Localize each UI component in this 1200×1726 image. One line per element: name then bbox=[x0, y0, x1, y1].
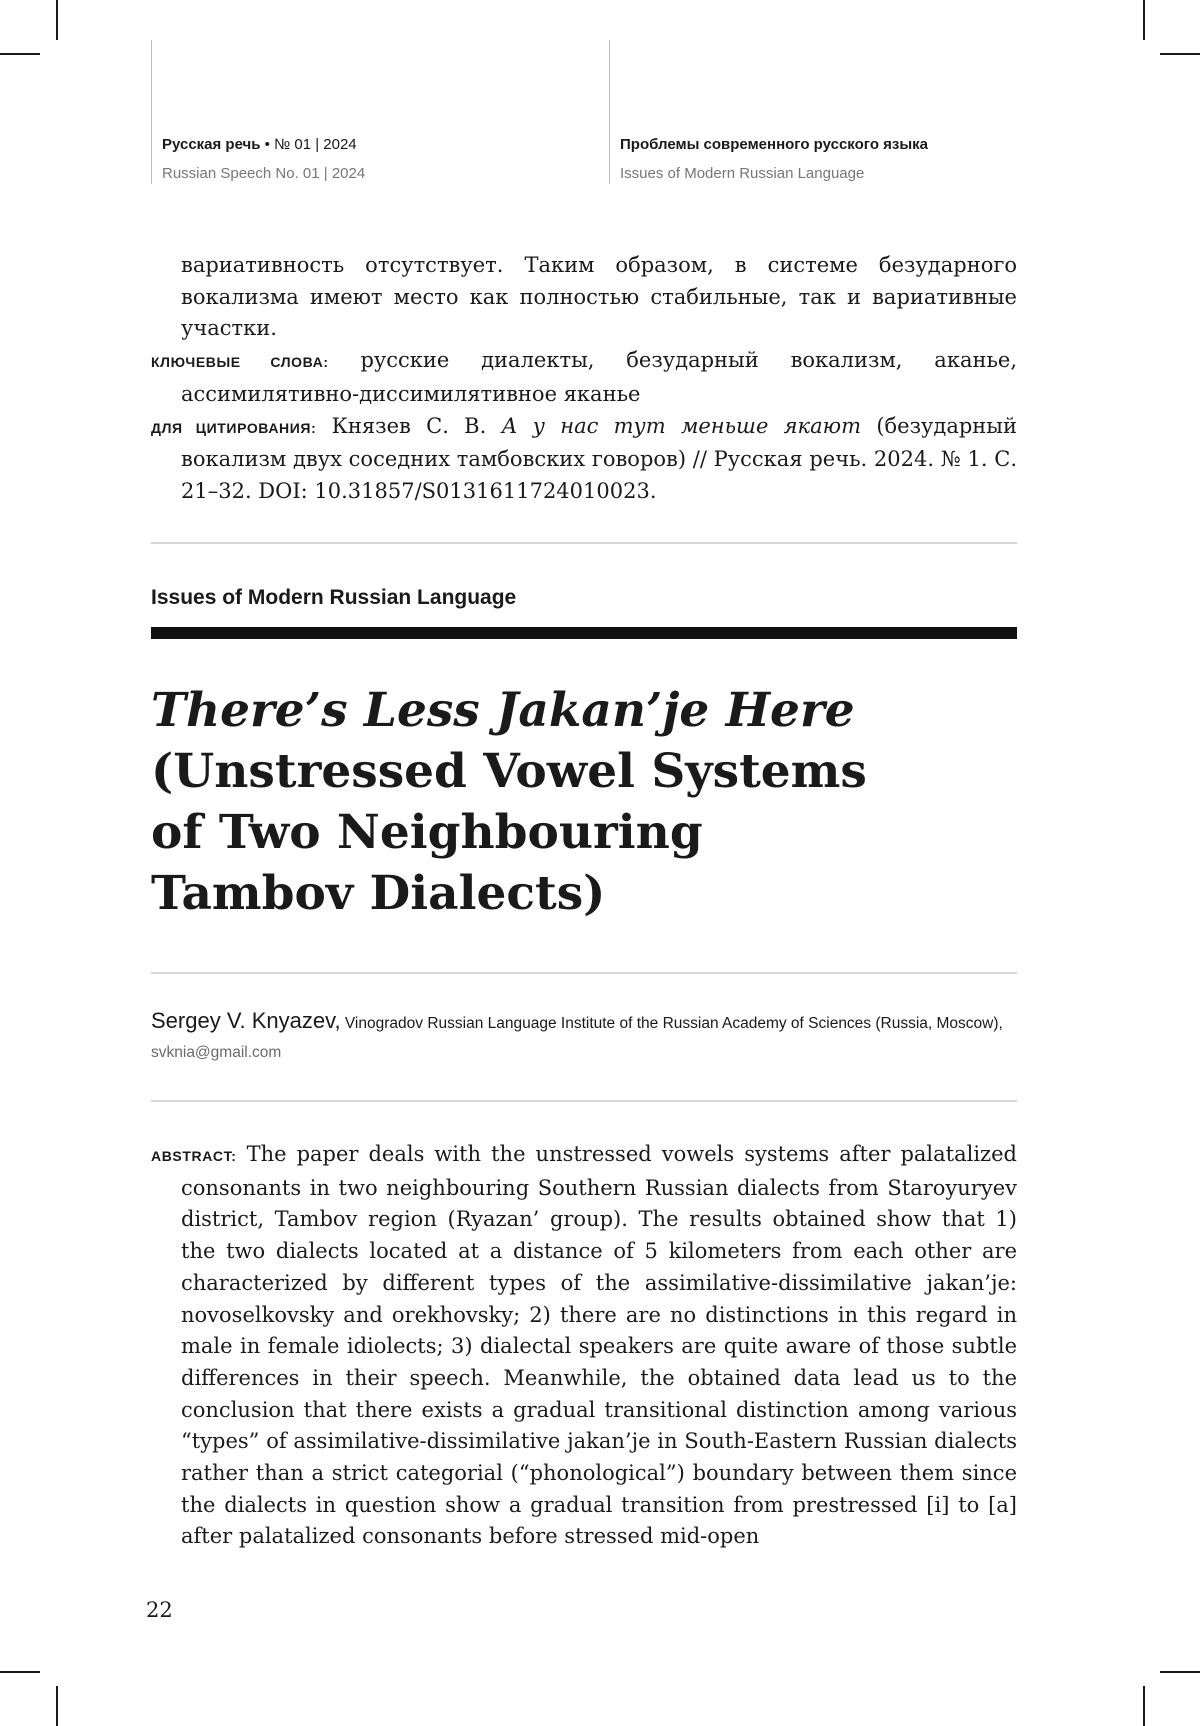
crop-mark bbox=[56, 0, 58, 40]
section-title-en: Issues of Modern Russian Language bbox=[620, 165, 865, 182]
crop-mark bbox=[1160, 53, 1200, 55]
abstract: ABSTRACT: The paper deals with the unstressed vowels systems after palatalized consonants in two neighbouring Southern Russian dialects from Staroyuryev district, Tambov region (Ryazan’ group). The results obtained show that 1) the two dialects located at a distance of 5 kilometers from each other are characterized by different types of the assimilative-dissimilative jakan’je: novoselkovsky and orekhovsky; 2) there are no distinctions in this regard in male in female idiolects; 3) dialectal speakers are quite aware of those subtle differences in their speech. Meanwhile, the obtained data lead us to the conclusion that there exists a gradual transitional distinction among various “types” of assimilative-dissimilative jakan’je in South-Eastern Russian dialects rather than a strict categorial (“phonological”) boundary between them since the dialects in question show a gradual transition from prestressed [i] to [a] after palatalized consonants before stressed mid-open bbox=[151, 1142, 1017, 1549]
running-header-right bbox=[609, 40, 1060, 184]
section-label: Issues of Modern Russian Language bbox=[151, 586, 517, 609]
abstract-label: ABSTRACT: bbox=[151, 1148, 237, 1164]
page-number: 22 bbox=[146, 1598, 173, 1622]
divider bbox=[151, 542, 1017, 544]
crop-mark bbox=[1143, 0, 1145, 40]
author-info bbox=[151, 1006, 1017, 1067]
journal-issue: Русская речь • № 01 | 2024 bbox=[162, 136, 357, 153]
article-title: There’s Less Jakan’je Here (Unstressed Vowel Systems of Two Neighbouring Tambov Dialects) bbox=[151, 683, 867, 921]
citation: ДЛЯ ЦИТИРОВАНИЯ: Князев С. В. А у нас тут меньше якают (безударный вокализм двух соседних тамбовских говоров) // Русская речь. 2024. № 1. С. 21–32. DOI: 10.31857/S0131611724010023. bbox=[151, 413, 1018, 503]
crop-mark bbox=[0, 1671, 40, 1673]
russian-abstract-block bbox=[151, 250, 1017, 508]
author-email[interactable]: svknia@gmail.com bbox=[151, 1044, 282, 1061]
divider bbox=[151, 972, 1017, 974]
crop-mark bbox=[1160, 1671, 1200, 1673]
english-abstract-block bbox=[151, 1139, 1017, 1553]
abstract-continuation: вариативность отсутствует. Таким образом, в системе безударного вокализма имеют место как полностью стабильные, так и вариативные участки. bbox=[181, 253, 1017, 341]
journal-issue-en: Russian Speech No. 01 | 2024 bbox=[162, 165, 366, 182]
divider bbox=[151, 1100, 1017, 1102]
crop-mark bbox=[1143, 1686, 1145, 1726]
crop-mark bbox=[56, 1686, 58, 1726]
author-affiliation: Vinogradov Russian Language Institute of the Russian Academy of Sciences (Russia, Moscow), bbox=[344, 1015, 1003, 1032]
section-rule bbox=[151, 627, 1017, 639]
crop-mark bbox=[0, 53, 40, 55]
running-header-left bbox=[151, 40, 602, 184]
author-name: Sergey V. Knyazev, bbox=[151, 1008, 341, 1033]
keywords: КЛЮЧЕВЫЕ СЛОВА: русские диалекты, безударный вокализм, аканье, ассимилятивно-диссимилятивное яканье bbox=[151, 348, 1017, 406]
section-title-ru: Проблемы современного русского языка bbox=[620, 136, 929, 153]
